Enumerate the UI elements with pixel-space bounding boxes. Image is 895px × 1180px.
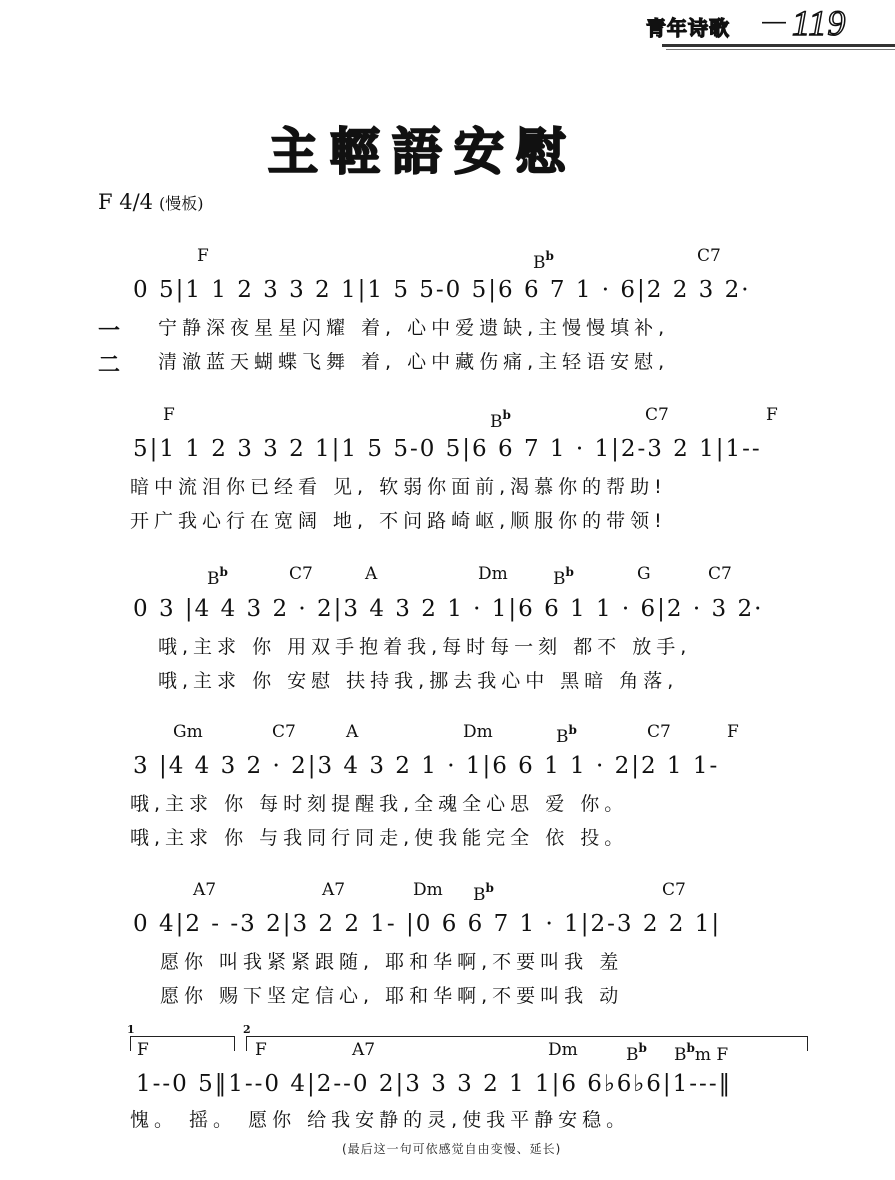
lyrics-verse-1: 暗中流泪你已经看 见, 软弱你面前,渴慕你的帮助! (130, 476, 667, 498)
chord: $B^b$ (473, 881, 494, 905)
notation-line: 3 |4 4 3 2 · 2|3 4 3 2 1 · 1|6 6 1 1 · 2|2 1 1- (133, 753, 720, 779)
chord: Gm (173, 722, 203, 742)
lyrics-verse-1: 愿你 叫我紧紧跟随, 耶和华啊,不要叫我 羞 (160, 951, 624, 973)
chord: $B^b$ (556, 723, 577, 747)
chord: Dm (463, 722, 493, 742)
verse-marker-2: 二 (98, 353, 121, 378)
page-number: 119 (792, 3, 847, 43)
page-header (620, 4, 895, 52)
chord: F (727, 722, 739, 742)
lyrics-verse-2: 愿你 赐下坚定信心, 耶和华啊,不要叫我 动 (160, 985, 624, 1007)
chord: A7 (193, 880, 217, 900)
chord: A (346, 722, 359, 742)
lyrics-verse-2: 清澈蓝天蝴蝶飞舞 着, 心中藏伤痛,主轻语安慰, (158, 351, 670, 373)
chord: C7 (647, 722, 671, 742)
chord: F (137, 1040, 149, 1060)
chord: Dm (548, 1040, 578, 1060)
chord: C7 (645, 405, 669, 425)
chord: A7 (322, 880, 346, 900)
chord: C7 (708, 564, 732, 584)
chord: Dm (478, 564, 508, 584)
header-rule (662, 44, 895, 47)
chord: G (637, 564, 651, 584)
verse-marker-1: 一 (98, 319, 121, 344)
chord: A7 (352, 1040, 376, 1060)
lyrics-verse-1: 哦,主求 你 用双手抱着我,每时每一刻 都不 放手, (158, 636, 692, 658)
notation-line: 0 5|1 1 2 3 3 2 1|1 5 5-0 5|6 6 7 1 · 6|2 2 3 2· (133, 277, 751, 303)
notation-line: 0 3 |4 4 3 2 · 2|3 4 3 2 1 · 1|6 6 1 1 · 6|2 · 3 2· (133, 596, 764, 622)
notation-line: 5|1 1 2 3 3 2 1|1 5 5-0 5|6 6 7 1 · 1|2-3 2 1|1-- (133, 436, 762, 462)
chord: A (365, 564, 378, 584)
chord: F (197, 246, 209, 266)
chord: $B^b$ (207, 565, 228, 589)
chord: C7 (289, 564, 313, 584)
chord: $B^bm$ F (674, 1041, 729, 1065)
chord: F (766, 405, 778, 425)
lyrics-verse-2: 哦,主求 你 与我同行同走,使我能完全 依 投。 (130, 827, 629, 849)
tempo-marking: (慢板) (159, 194, 204, 213)
chord: C7 (697, 246, 721, 266)
header-dash: — (762, 8, 786, 35)
notation-line: 0 4|2 - -3 2|3 2 2 1- |0 6 6 7 1 · 1|2-3 2 2 1| (133, 911, 722, 937)
chord: C7 (272, 722, 296, 742)
chord: $B^b$ (626, 1041, 647, 1065)
lyrics-verse-2: 开广我心行在宽阔 地, 不问路崎岖,顺服你的带领! (130, 510, 667, 532)
lyrics-verse-1: 哦,主求 你 每时刻提醒我,全魂全心思 爱 你。 (130, 793, 629, 815)
chord: C7 (662, 880, 686, 900)
lyrics-final: 愧。 摇。 愿你 给我安静的灵,使我平静安稳。 (130, 1109, 631, 1131)
chord: Dm (413, 880, 443, 900)
chord: F (163, 405, 175, 425)
section-title: 青年诗歌 (646, 16, 730, 40)
performance-note: (最后这一句可依感觉自由变慢、延长) (342, 1142, 562, 1156)
lyrics-verse-1: 宁静深夜星星闪耀 着, 心中爱遗缺,主慢慢填补, (158, 317, 670, 339)
song-title: 主輕語安慰 (268, 123, 578, 181)
volta-bracket-2: 2 (246, 1036, 808, 1051)
chord: F (255, 1040, 267, 1060)
chord: $B^b$ (490, 408, 511, 432)
notation-line: 1--0 5‖1--0 4|2--0 2|3 3 3 2 1 1|6 6♭6♭6|1---‖ (136, 1071, 733, 1097)
volta-bracket-1: 1 (130, 1036, 235, 1051)
chord: $B^b$ (533, 249, 554, 273)
header-rule-thin (666, 49, 895, 50)
lyrics-verse-2: 哦,主求 你 安慰 扶持我,挪去我心中 黑暗 角落, (158, 670, 679, 692)
key-time-signature (98, 190, 204, 214)
key-time: F 4/4 (98, 190, 154, 214)
chord: $B^b$ (553, 565, 574, 589)
